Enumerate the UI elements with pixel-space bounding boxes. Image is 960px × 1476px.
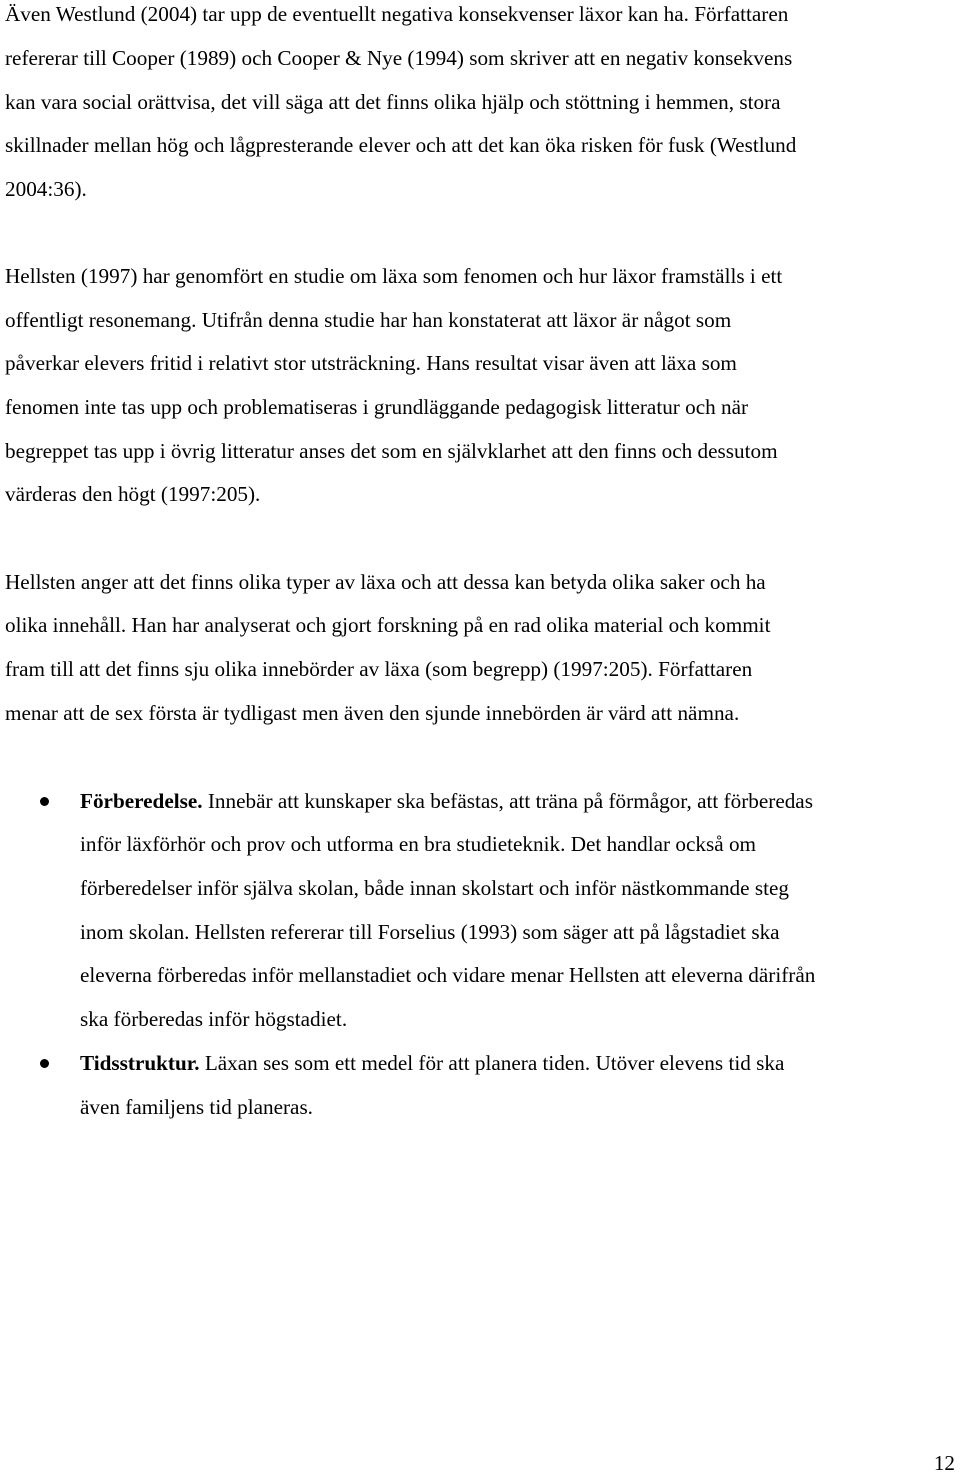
text-line: 2004:36). (5, 177, 87, 201)
text-line: kan vara social orättvisa, det vill säga att det finns olika hjälp och stöttning i hemmen, stora (5, 90, 781, 114)
page-number: 12 (933, 1451, 955, 1475)
list-item-text: Läxan ses som ett medel för att planera tiden. Utöver elevens tid ska (199, 1051, 785, 1075)
bullet-dot-icon (40, 1059, 49, 1068)
text-line: menar att de sex första är tydligast men även den sjunde innebörden är värd att nämna. (5, 701, 740, 725)
text-line: förberedelser inför själva skolan, både innan skolstart och inför nästkommande steg (80, 876, 789, 900)
text-line: ska förberedas inför högstadiet. (80, 1007, 348, 1031)
text-line: olika innehåll. Han har analyserat och gjort forskning på en rad olika material och kommit (5, 613, 771, 637)
text-line: Även Westlund (2004) tar upp de eventuellt negativa konsekvenser läxor kan ha. Författaren (5, 2, 789, 26)
list-item-first-line (80, 1050, 784, 1076)
text-line: påverkar elevers fritid i relativt stor utsträckning. Hans resultat visar även att läxa som (5, 351, 737, 375)
list-item-term: Förberedelse. (80, 789, 203, 813)
text-line: offentligt resonemang. Utifrån denna studie har han konstaterat att läxor är något som (5, 308, 732, 332)
text-line: inför läxförhör och prov och utforma en bra studieteknik. Det handlar också om (80, 832, 757, 856)
text-line: fram till att det finns sju olika innebörder av läxa (som begrepp) (1997:205). Författaren (5, 657, 753, 681)
text-line: begreppet tas upp i övrig litteratur anses det som en självklarhet att den finns och dessutom (5, 439, 778, 463)
text-line: skillnader mellan hög och lågpresterande elever och att det kan öka risken för fusk (Westlund (5, 133, 797, 157)
list-item-text: Innebär att kunskaper ska befästas, att träna på förmågor, att förberedas (202, 789, 813, 813)
text-line: även familjens tid planeras. (80, 1095, 313, 1119)
text-line: inom skolan. Hellsten refererar till Forselius (1993) som säger att på lågstadiet ska (80, 920, 780, 944)
list-item-term: Tidsstruktur. (80, 1051, 200, 1075)
bullet-dot-icon (40, 797, 49, 806)
text-line: eleverna förberedas inför mellanstadiet och vidare menar Hellsten att eleverna därifrån (80, 963, 816, 987)
text-line: refererar till Cooper (1989) och Cooper & Nye (1994) som skriver att en negativ konsekvens (5, 46, 793, 70)
list-item-first-line (80, 788, 813, 814)
text-line: fenomen inte tas upp och problematiseras i grundläggande pedagogisk litteratur och när (5, 395, 749, 419)
text-line: Hellsten (1997) har genomfört en studie om läxa som fenomen och hur läxor framställs i ett (5, 264, 783, 288)
text-line: värderas den högt (1997:205). (5, 482, 261, 506)
text-line: Hellsten anger att det finns olika typer av läxa och att dessa kan betyda olika saker och ha (5, 570, 766, 594)
